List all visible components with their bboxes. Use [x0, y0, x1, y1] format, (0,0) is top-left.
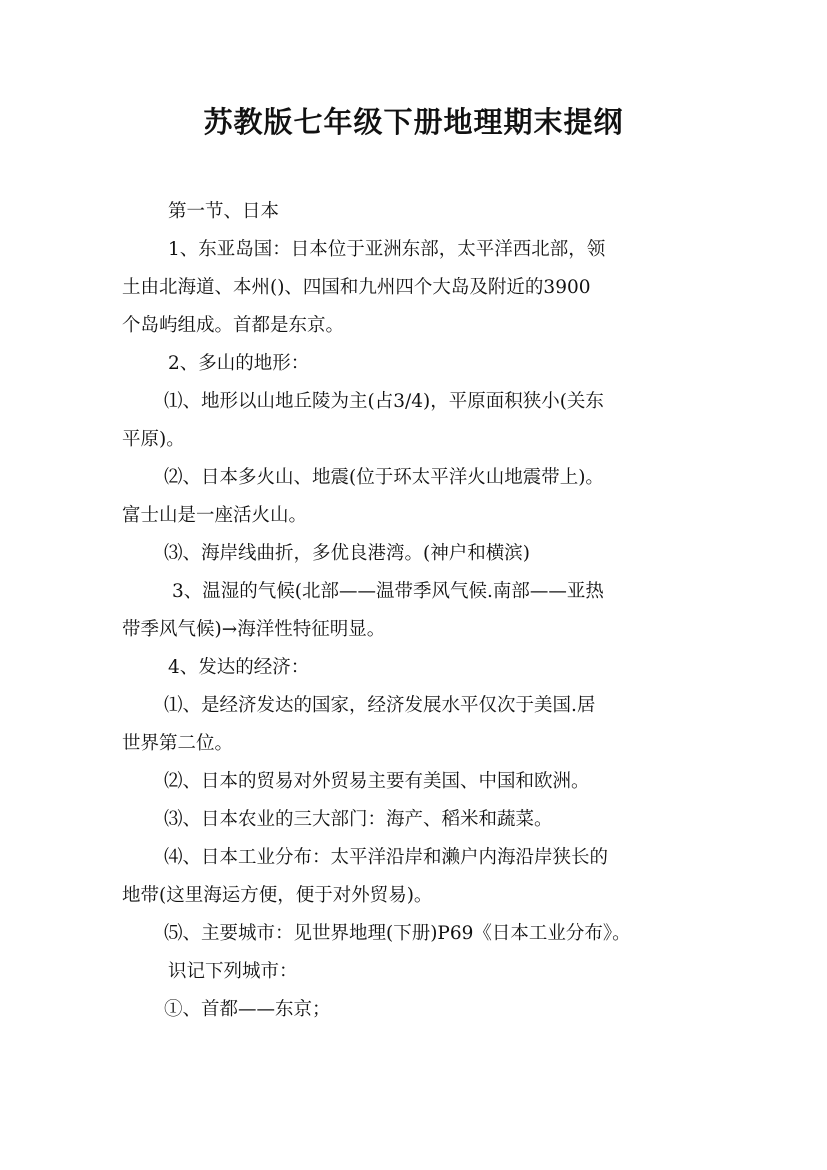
- paragraph-line: ⑷、日本工业分布：太平洋沿岸和濑户内海沿岸狭长的: [164, 847, 609, 868]
- paragraph-line: 3、温湿的气候(北部——温带季风气候.南部——亚热: [172, 581, 604, 602]
- paragraph-line: ⑴、是经济发达的国家，经济发展水平仅次于美国.居: [164, 695, 596, 716]
- paragraph-line: 地带(这里海运方便，便于对外贸易)。: [122, 885, 433, 906]
- paragraph-line: 富士山是一座活火山。: [122, 505, 308, 526]
- paragraph-line: ⑶、日本农业的三大部门：海产、稻米和蔬菜。: [164, 809, 553, 830]
- paragraph-line: 4、发达的经济：: [168, 657, 310, 678]
- paragraph-line: ⑶、海岸线曲折，多优良港湾。(神户和横滨): [164, 543, 530, 564]
- section-heading: 第一节、日本: [168, 201, 280, 222]
- paragraph-line: ⑸、主要城市：见世界地理(下册)P69《日本工业分布》。: [164, 923, 631, 944]
- paragraph-line: 世界第二位。: [122, 733, 234, 754]
- page-title: 苏教版七年级下册地理期末提纲: [203, 105, 624, 139]
- paragraph-line: 识记下列城市：: [168, 961, 298, 982]
- paragraph-line: 个岛屿组成。首都是东京。: [122, 315, 345, 336]
- paragraph-line: 平原)。: [122, 429, 185, 450]
- paragraph-line: 带季风气候)→海洋性特征明显。: [122, 619, 386, 640]
- paragraph-line: ⑵、日本的贸易对外贸易主要有美国、中国和欧洲。: [164, 771, 590, 792]
- paragraph-line: ①、首都——东京；: [164, 999, 331, 1020]
- paragraph-line: ⑵、日本多火山、地震(位于环太平洋火山地震带上)。: [164, 467, 604, 488]
- document-body: [122, 193, 722, 1029]
- paragraph-line: 土由北海道、本州()、四国和九州四个大岛及附近的3900: [122, 277, 591, 298]
- paragraph-line: ⑴、地形以山地丘陵为主(占3/4)，平原面积狭小(关东: [164, 391, 604, 412]
- paragraph-line: 2、多山的地形：: [168, 353, 310, 374]
- paragraph-line: 1、东亚岛国：日本位于亚洲东部，太平洋西北部，领: [168, 239, 606, 260]
